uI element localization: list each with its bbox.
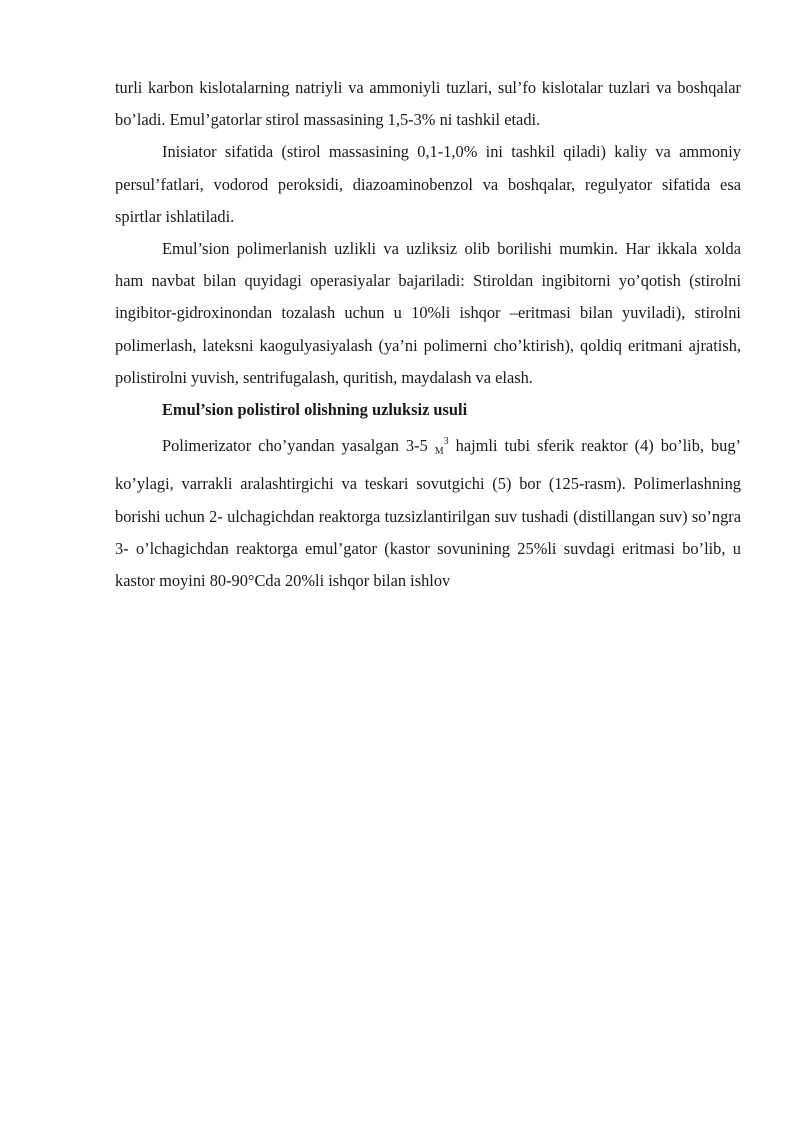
volume-unit: M xyxy=(434,446,444,458)
paragraph-4 xyxy=(115,426,741,597)
paragraph-2: Inisiator sifatida (stirol massasining 0,1-1,0% ini tashkil qiladi) kaliy va ammoniy persul’fatlari, vodorod peroksidi, diazoaminobenzol va boshqalar, regulyator sifatida esa spirtlar ishlatiladi. xyxy=(115,142,741,226)
paragraph-1: turli karbon kislotalarning natriyli va ammoniyli tuzlari, sul’fo kislotalar tuzlari va boshqalar bo’ladi. Emul’gatorlar stirol massasining 1,5-3% ni tashkil etadi. xyxy=(115,78,741,130)
paragraph-4-text-rest: hajmli tubi sferik reaktor (4) bo’lib, bug’ ko’ylagi, varrakli aralashtirgichi va teskari sovutgichi (5) bor (125-rasm). Polimerlashning borishi uchun 2- ulchagichdan reaktorga tuzsizlantirilgan suv tushadi (distillangan suv) so’ngra 3- o’lchagichdan reaktorga emul’gator (kastor sovunining 25%li suvdagi eritmasi bo’lib, u kastor moyini 80-90°Cda 20%li ishqor bilan ishlov xyxy=(115,436,742,591)
paragraph-4-text-start: Polimerizator cho’yandan yasalgan 3-5 xyxy=(162,436,435,456)
unit-superscript: 3 xyxy=(443,436,449,448)
paragraph-3: Emul’sion polimerlanish uzlikli va uzliksiz olib borilishi mumkin. Har ikkala xolda ham navbat bilan quyidagi operasiyalar bajariladi: Stiroldan ingibitorni yo’qotish (stirolni ingibitor-gidroxinondan tozalash uchun u 10%li ishqor –eritmasi bilan yuviladi), stirolni polimerlash, lateksni kaogulyasiyalash (ya’ni polimerni cho’ktirish), qoldiq eritmani ajratish, polistirolni yuvish, sentrifugalash, quritish, maydalash va elash. xyxy=(115,239,741,387)
section-heading: Emul’sion polistirol olishning uzluksiz usuli xyxy=(162,400,468,420)
document-page xyxy=(115,72,741,597)
